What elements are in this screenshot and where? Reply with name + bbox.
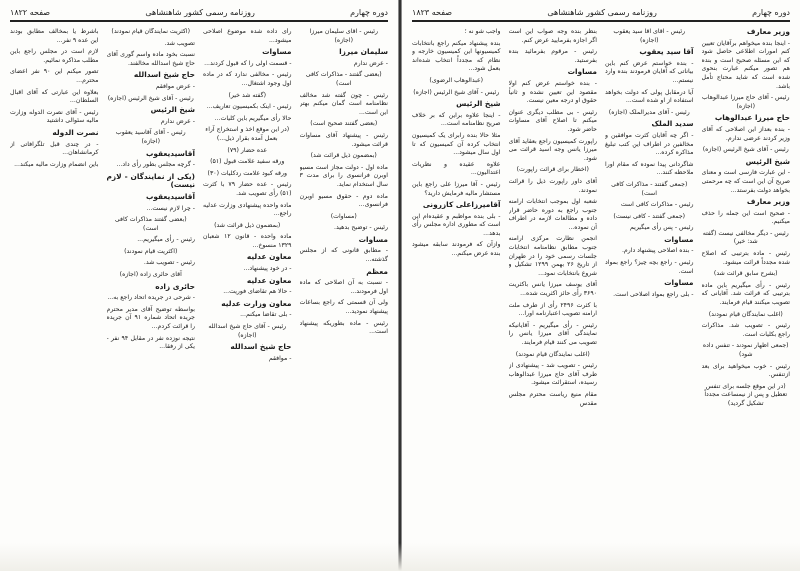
paragraph: رئیس - اینک بکمیسیون تعاریف...	[206, 103, 292, 111]
paragraph: رئیس - ماده بترتیبی که اصلاح شده مجدداً قرائت میشود.	[701, 250, 790, 266]
paragraph: - گرچه مجلس بطور رأی داد...	[116, 161, 195, 169]
paragraph: بنظر بنده وجه صواب این است اگر اجازه بفرمایید عرض کنم.	[508, 28, 597, 44]
columns	[10, 28, 388, 568]
speaker-name: مساوات	[664, 278, 694, 288]
procedural-note: (اغلب نمایندگان قیام نمودند)	[708, 310, 783, 318]
paragraph: رئیس - بی مطلب دیگری عنوان میکنم تا اصلاح آقای مساوات حاضر شود.	[508, 108, 597, 133]
procedural-note: رئیس - آقای سلیمان میرزا (اجازه)	[309, 28, 378, 44]
paragraph: بعلاوه این عبارتی که آقای اقبال السلطان...	[10, 88, 99, 105]
paragraph: تصور میکنم این ۹۰ نفر اعضای محترم...	[10, 68, 99, 84]
paragraph: آقای داور راپورت ذیل را قرائت نمودند.	[508, 177, 597, 194]
page-header	[412, 6, 790, 22]
paragraph: رئیس - مذاکرات کافی است	[620, 201, 694, 209]
paragraph: نسبت بخود ماده واسم گوری آقای حاج شیخ اسدالله مخالفند.	[106, 51, 195, 67]
columns	[412, 28, 790, 568]
speaker-name: نصرت الدوله	[52, 127, 99, 137]
paragraph: بواسطه توضیح آقای مدیر محترم جریده اتحاد شماره ۹۱ آن جریده را قرائت کردم...	[106, 305, 195, 331]
column	[412, 28, 501, 568]
procedural-note: رئیس - آقای شیخ الرئیس (اجازه)	[413, 88, 500, 96]
speaker-name: سلیمان میرزا	[339, 47, 388, 57]
procedural-note: (مساوات)	[330, 212, 357, 220]
paragraph: - صحیح است این جمله را حذف میکنیم.	[701, 209, 790, 226]
procedural-note: (جمعی گفتند - کافی نیست)	[613, 212, 686, 220]
paragraph: رأی داده شده موضوع اصلاحی میشود...	[203, 28, 292, 44]
paragraph: رئیس - ماده بطوریکه پیشنهاد است...	[299, 319, 388, 336]
procedural-note: ورقه سفید علامت قبول (۵۱)	[210, 158, 285, 166]
paragraph: رئیس - خوب میخواهید برای بعد ازتنفس.	[701, 362, 790, 379]
paragraph: مقام منیع ریاست محترم مجلس مقدس	[508, 390, 597, 407]
paragraph: رئیس - مخالفی ندارد که در ماده اول وجود اشتغال...	[203, 71, 292, 87]
paragraph: باین انضمام وزارت مالیه میکند...	[14, 160, 99, 168]
column	[203, 28, 292, 568]
paragraph: با کثرت ۲۴۹۶ رأی از طرف ملت ارامنه تصویب اعتبارنامه اورا...	[508, 301, 597, 318]
speaker-name: شیخ الرئیس	[745, 156, 790, 166]
page-right	[402, 0, 800, 571]
speaker-name: حاج میرزا عبدالوهاب	[714, 113, 790, 123]
paragraph: رئیس - تصویب شد. مذاکرات راجع بکلیات است.	[701, 322, 790, 338]
procedural-note: رئیس - آقای حاج شیخ اسدالله (اجازه)	[208, 323, 287, 339]
paragraph: رئیس - تصویب شد.	[143, 259, 195, 267]
paragraph: - موافقم	[268, 354, 292, 362]
publication-title: روزنامه رسمی کشور شاهنشاهی	[547, 7, 657, 17]
procedural-note: (اکثریت نمایندگان قیام نمودند)	[111, 28, 191, 35]
paragraph: - حالا هم تقاضای فوریت...	[223, 288, 292, 296]
procedural-note: (بمضمون ذیل قرائت شد)	[310, 152, 377, 160]
paragraph: ماده دوم - حقوق مسیو اوبرن فرانسوی...	[299, 192, 388, 209]
paragraph: مثلا حالا بنده رابرای یک کمیسیون انتخاب کرده آن کمیسیون که تا اول سال میشود...	[412, 131, 501, 157]
speaker-name: آقاسیدیعقوب	[145, 191, 195, 201]
procedural-note: (اخطار برای قرائت راپورت)	[516, 166, 589, 174]
procedural-note: رئیس - آقای مدیرالملک (اجازه)	[608, 108, 690, 116]
page-number: صفحه ۱۸۲۳	[412, 7, 453, 17]
paragraph: رئیس - عده حضار ۷۹ با کثرت (۵۱) رأی تصویب شد.	[203, 181, 292, 197]
paragraph: رئیس - پیشنهاد آقای مساوات قرائت میشود.	[299, 131, 388, 148]
paragraph: - در چندی قبل تلگرافاتی از کرمانشاهان...	[10, 140, 99, 157]
procedural-note: (بشرح سابق قرائت شد)	[713, 270, 778, 278]
paragraph: لازم است در مجلس راجع باین مطلب مذاکره نمائیم.	[10, 48, 99, 64]
paragraph: حالا رأی میگیریم باین کلیات...	[214, 114, 292, 122]
procedural-note: (بعضی گفتند مذاکرات کافی است)	[114, 216, 187, 232]
speaker-name: مساوات	[262, 47, 292, 57]
speaker-name: مساوات	[664, 234, 694, 244]
speaker-name: آقامیرزاعلی کازرونی	[422, 200, 501, 210]
paragraph: - اینجا علاوه براین که بر خلاف صریح نظامنامه است...	[412, 111, 501, 128]
procedural-note: رئیس - دیگر مخالفی نیست (گفته شد: خیر)	[702, 229, 789, 246]
speaker-name: مساوات	[567, 67, 597, 77]
speaker-name: معاون عدلیه	[246, 275, 292, 285]
paragraph: راپورت کمیسیون راجع بعقاید آقای میرزا یانس وجه اسید قرائت می شود.	[508, 137, 597, 162]
paragraph: - بنده اصلاحی پیشنهاد دارم.	[621, 247, 694, 255]
paragraph: - عرض ندارم	[160, 117, 195, 125]
paragraph: انجمن نظارت مرکزی ارامنه جنوب مطابق نظامنامه انتخابات جلسات رسمی خود را در طهران از تاریخ ۲۶ بهمن ۱۲۹۹ تشکیل و شروع بانتخابات نمود...	[508, 235, 597, 277]
speaker-name: شیخ الرئیس	[150, 105, 195, 115]
paragraph: - چرا لازم نیست...	[146, 204, 195, 212]
paragraph: - اینجا بنده میخواهم برآقایان تعیین کنم امورات اطلاعی حاصل شود که این مسئله صحیح است و بنده هم تصور میکنم عبارت بنحوی شده است که شاید محتاج تأمل باشد.	[701, 39, 790, 90]
speaker-name: مساوات	[358, 234, 388, 244]
paragraph: تصویب شد.	[164, 39, 195, 47]
paragraph: علاوه عقیده و نظریات اعتدالیون...	[412, 160, 501, 177]
paragraph: رئیس - مرقوم بفرمائید بنده بفرستید.	[508, 48, 597, 64]
page-left	[0, 0, 398, 571]
procedural-note: (بعضی گفتند - مذاکرات کافی است)	[305, 71, 382, 87]
column	[605, 28, 694, 568]
paragraph: - در خود پیشنهاد...	[243, 265, 292, 273]
procedural-note: (بمضمون ذیل قرائت شد)	[214, 221, 281, 229]
procedural-note: (در این موقع جلسه برای تنفس تعطیل و پس از نیمساعت مجدداً تشکیل گردید)	[704, 382, 788, 407]
paragraph: - نسبت به آن اصلاحی که ماده اول فرمودند...	[299, 279, 388, 295]
paragraph: شاگردانی پیدا نموده که مقام اورا ملاحظه کنند...	[605, 160, 694, 177]
procedural-note: (گفته شد خیر)	[228, 91, 267, 99]
column	[10, 28, 99, 568]
page-number: صفحه ۱۸۲۲	[10, 7, 51, 17]
paragraph: - عرض موافقم	[155, 82, 195, 90]
speaker-name: آقاسیدیعقوب	[145, 148, 195, 158]
paragraph: - عرض ندارم	[353, 59, 388, 67]
paragraph: - بنده خواستم عرض کنم باین بیاناتی که آقایان فرمودند بنده وارد نیستم...	[605, 59, 694, 84]
paragraph: ماده اول - دولت مجاز است مسیو اوبرن فرانسوی را برای مدت ۳ سال استخدام نماید.	[299, 163, 388, 188]
speaker-name: حائری زاده	[155, 281, 195, 291]
publication-title: روزنامه رسمی کشور شاهنشاهی	[145, 7, 255, 17]
paragraph: - بلی راجع بمواد اصلاحی است.	[613, 290, 694, 298]
procedural-note: (در این موقع اخذ و استخراج آراء بعمل آمده بقرار ذیل...)	[205, 126, 290, 142]
column	[300, 28, 389, 568]
paragraph: - مطابق قانونی که از مجلس گذشته...	[299, 247, 388, 264]
page-header	[10, 6, 388, 22]
procedural-note: آقای حائری زاده (اجازه)	[119, 271, 182, 279]
procedural-note: رئیس - آقای شیخ الرئیس (اجازه)	[702, 146, 789, 154]
procedural-note: (اکثریت قیام نمودند)	[124, 247, 178, 255]
paragraph: رئیس - تصویب شد - پیشنهادی از طرف آقای حاج میرزا عبدالوهاب رسیده، استقرائت میشود.	[508, 362, 597, 387]
paragraph: - بلی بنده مواظبم و عقیده‌ام این است که مطوری اداره مجلس رأی بدهد...	[412, 212, 501, 237]
paragraph: نتیجه نوزده نفر در مقابل ۹۴ نفر - یکی از رفقا...	[106, 334, 195, 351]
paragraph: رئیس - آقای نصرت الدوله وزارت مالیه سئوالی داشتید	[10, 108, 99, 125]
procedural-note: رئیس - آقای شیخ الرئیس (اجازه)	[107, 94, 194, 102]
column	[702, 28, 791, 568]
paragraph: - بلی تقاضا میکنم...	[240, 311, 292, 319]
speaker-name: معظم	[366, 266, 388, 276]
paragraph: واجب شو نه ؛	[464, 28, 501, 35]
paragraph: - شرحی در جریده اتحاد راجع به...	[107, 294, 195, 302]
speaker-name: وزیر معارف	[746, 28, 790, 36]
speaker-name: معاون وزارت عدلیه	[221, 298, 292, 308]
speaker-name: شیخ الرئیس	[456, 99, 501, 109]
paragraph: - بنده بعداز این اصلاحی که آقای وزیر کردند عرضی ندارم.	[701, 125, 790, 142]
procedural-note: رئیس - آقای آقاسید یعقوب (اجازه)	[115, 129, 186, 145]
procedural-note: (عبدالوهاب الرضوی)	[429, 76, 484, 84]
paragraph: وازآن که فرمودند سابقه میشود بنده عرض میکنم...	[412, 241, 501, 258]
procedural-note: عده حضار (۷۹)	[227, 146, 268, 154]
paragraph: رئیس - رأی میگیریم - آقایانیکه نمایندگی آقای میرزا یانس را تصویب می کنند قیام فرمایند.	[508, 321, 597, 346]
period-label: دوره چهارم	[752, 7, 790, 17]
speaker-name: سدید الملک	[651, 119, 694, 129]
paragraph: رئیس - آقا میرزا علی راجع باین مستشار مالیه فرمایش دارید؟	[412, 180, 501, 197]
speaker-name: حاج شیخ اسدالله	[230, 342, 292, 352]
procedural-note: (اغلب نمایندگان قیام نمودند)	[515, 350, 590, 358]
paragraph: بنده پیشنهاد میکنم راجع بانتخابات کمیسیونها این کمیسیون خارجه و نظام که مجدداً انتخاب شده‌اند بعمل شود...	[412, 39, 501, 73]
speaker-name: معاون عدلیه	[246, 252, 292, 262]
procedural-note: رئیس - آقای حاج میرزا عبدالوهاب (اجازه)	[701, 94, 790, 110]
speaker-name: آقا سید یعقوب	[639, 47, 694, 57]
procedural-note: ورقه کبود علامت ردکلیات (۳۰)	[207, 169, 287, 177]
paragraph: رئیس - رأی میگیریم...	[137, 236, 195, 244]
column	[509, 28, 598, 568]
procedural-note: (بعضی گفتند صحیح است)	[310, 120, 378, 128]
paragraph: - قسمت اولی را که قبول کردند...	[204, 59, 292, 67]
paragraph: رئیس - پس رأی میگیریم	[630, 224, 694, 232]
paragraph: - این عبارت فارسی است و معنای صریح آن این است که چه مرحمتی بخواهد دولت بفرستد...	[701, 169, 790, 194]
paragraph: رئیس - توضیح بدهید.	[334, 224, 388, 232]
speaker-name: (یکی از نمایندگان - لازم نیست)	[106, 171, 195, 190]
paragraph: رئیس - رأی میگیریم باین ماده بترتیبی که قرائت شد. آقایانی که تصویب میکنند قیام فرمایند.	[701, 281, 790, 307]
paragraph: - اگر چه آقایان کثرت موافقین و مخالفین در اطراف این کتب تبلیغ مذاکره کرده...	[605, 131, 694, 157]
paper-edge-shadow	[0, 543, 800, 571]
procedural-note: رئیس - آقای آقا سید یعقوب (اجازه)	[613, 28, 686, 44]
paragraph: ماده واحده پیشنهادی وزارت عدلیه راجع...	[203, 201, 292, 218]
column	[107, 28, 196, 568]
paragraph: آیا درمقابل پولی که دولت بخواهد استفاده از او شده است...	[605, 88, 694, 105]
paragraph: ماده واحده - قانون ۱۲ شعبان ۱۳۲۹ منسوخ...	[203, 233, 292, 249]
paragraph: آقای یوسف میرزا یانس باکثریت ۳۶۹۰ رأی حائز اکثریت شده...	[508, 281, 597, 298]
procedural-note: (جمعی اظهار نمودند - تنفس داده شود)	[702, 342, 789, 358]
paragraph: باشرط یا بمخالف مطابق بودند این عده ۹ نفر...	[10, 28, 99, 44]
period-label: دوره چهارم	[350, 7, 388, 17]
paragraph: رئیس - چون گفته شد مخالف نظامنامه است گمان میکنم بهتر این است...	[299, 91, 388, 116]
paragraph: رئیس - راجع بچه چیز؟ راجع بمواد است.	[605, 259, 694, 275]
paragraph: شعبه اول بموجب انتخابات ارامنه جنوب راجع به دوره حاضر قرار داده و مطالعات لازمه در اطراف آن نموده...	[508, 198, 597, 231]
paragraph: ولی آن قسمتی که راجع بساعات پیشنهاد نمودید...	[299, 299, 388, 316]
speaker-name: وزیر معارف	[746, 197, 790, 207]
speaker-name: حاج شیخ اسدالله	[133, 70, 195, 80]
procedural-note: (جمعی گفتند - مذاکرات کافی است)	[611, 180, 688, 197]
paragraph: - بنده خواستم عرض کنم اولا مقصود این تعیین نشده و ثانیاً حقوق او درجه معین نیست.	[508, 79, 597, 105]
